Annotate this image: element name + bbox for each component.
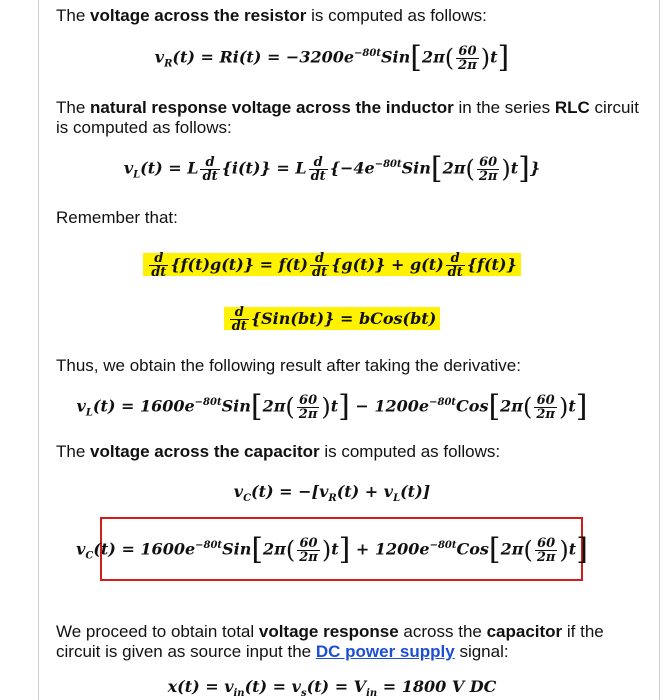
remember-text: Remember that: [56, 208, 178, 227]
dc-source-text: We proceed to obtain total voltage response across the capacitor if the circuit is given as source input the DC power supply signal: [56, 622, 604, 661]
dc-input-equation: $x(t) = v_{in}(t) = v_s(t) = V_{in} = 1800$ V DC [167, 677, 497, 700]
dc-power-supply-link[interactable]: DC power supply [315, 642, 455, 661]
capacitor-intro-text: The voltage across the capacitor is computed as follows: [56, 442, 501, 461]
product-rule-equation: $\frac{d}{dt}$ {f(t)g(t)} = f(t) $\frac{d}{dt}$ {g(t)} + g(t) $\frac{d}{dt}$ {f(t)} [0, 252, 664, 279]
resistor-intro-text: The voltage across the resistor is computed as follows: [56, 6, 487, 25]
inductor-voltage-equation: $v_L(t) = L$ $\frac{d}{dt}$ {i(t)} = L $\frac{d}{dt}$ {$-4e^{-80t}Sin[2\pi$( $\frac{60}{2\pi}$ )t]} [123, 151, 541, 186]
inductor-result-equation: $v_L(t) = 1600e^{-80t}Sin[2\pi$( $\frac{60}{2\pi}$ )$t] - 1200e^{-80t}Cos[2\pi$( $\frac{60}{2\pi}$ )t] [76, 389, 588, 424]
capacitor-kvl-equation: $v_C(t) = -[v_R(t) + v_L(t)]$ [233, 482, 431, 505]
capacitor-result-equation: $v_C(t) = 1600e^{-80t}Sin[2\pi$( $\frac{60}{2\pi}$ )$t] + 1200e^{-80t}Cos[2\pi$( $\frac{60}{2\pi}$ )t] [76, 532, 588, 567]
derivative-result-text: Thus, we obtain the following result after taking the derivative: [56, 356, 521, 375]
sine-derivative-equation: $\frac{d}{dt}$ {Sin(bt)} = bCos(bt) [0, 306, 664, 333]
resistor-voltage-equation: $v_R(t) = Ri(t) = -3200e^{-80t}Sin[2\pi$( $\frac{60}{2\pi}$ )t] [154, 40, 510, 75]
inductor-intro-text: The natural response voltage across the inductor in the series RLC circuit is computed as follows: [56, 98, 639, 137]
